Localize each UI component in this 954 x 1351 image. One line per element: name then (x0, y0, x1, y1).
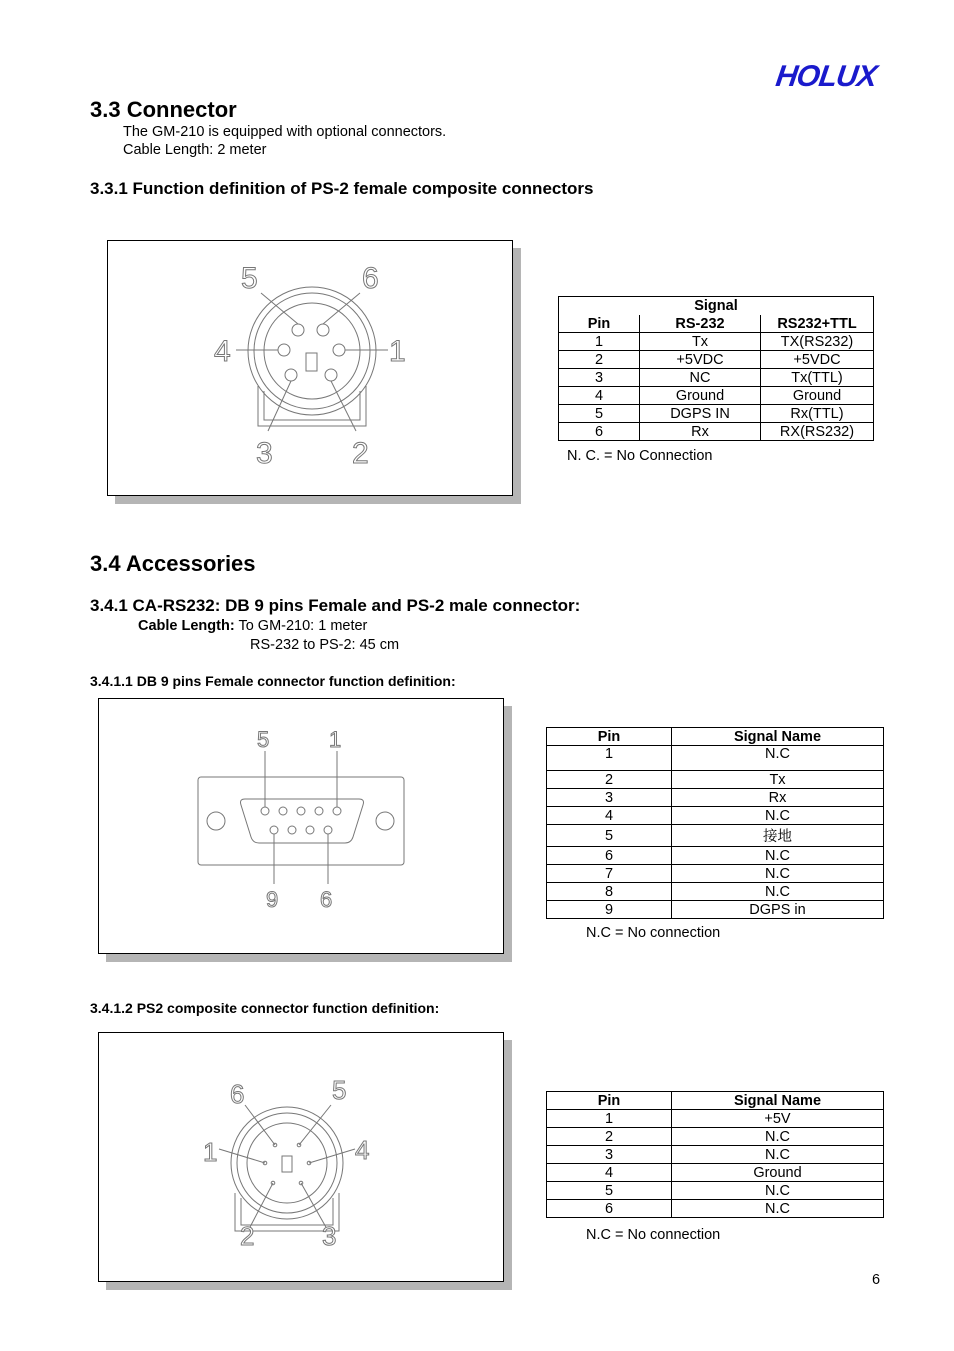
table-row (547, 1200, 884, 1218)
cell: Rx (672, 789, 884, 807)
table-row (559, 423, 874, 441)
table-row (547, 1182, 884, 1200)
pin-label-3: 3 (322, 1221, 337, 1251)
section-3-4-1-2-title: 3.4.1.2 PS2 composite connector function definition: (90, 1000, 440, 1016)
cable-length-text: Cable Length: 2 meter (123, 142, 267, 158)
table-note: N.C = No connection (586, 1227, 721, 1243)
cell: 8 (547, 883, 672, 901)
pin-label-6: 6 (362, 262, 379, 295)
table-row (559, 387, 874, 405)
pin-label-1: 1 (329, 727, 342, 752)
pin-label-5: 5 (332, 1075, 347, 1105)
cell: 2 (547, 771, 672, 789)
pin-label-3: 3 (256, 437, 273, 470)
cell: 6 (547, 847, 672, 865)
cell: Tx (672, 771, 884, 789)
cable-length-line2: RS-232 to PS-2: 45 cm (250, 637, 400, 653)
holux-logo: HOLUX (773, 60, 879, 93)
cell: N.C (672, 807, 884, 825)
col-signal-name: Signal Name (672, 728, 884, 746)
cell: 1 (559, 333, 640, 351)
cell: N.C (672, 746, 884, 771)
cell: Rx (640, 423, 761, 441)
table-row (547, 746, 884, 771)
ps2-composite-signal-table (546, 1091, 884, 1218)
pin-label-4: 4 (355, 1135, 370, 1165)
cell: RX(RS232) (761, 423, 874, 441)
cell: Ground (640, 387, 761, 405)
cell: N.C (672, 1200, 884, 1218)
cell: TX(RS232) (761, 333, 874, 351)
cell: 1 (547, 1110, 672, 1128)
table-row (547, 1164, 884, 1182)
table-row (547, 865, 884, 883)
col-signal-name: Signal Name (672, 1092, 884, 1110)
pin-label-2: 2 (352, 437, 369, 470)
cell: 7 (547, 865, 672, 883)
cell: 6 (547, 1200, 672, 1218)
col-pin: Pin (547, 728, 672, 746)
db9-female-connector-figure (98, 698, 504, 954)
table-row (559, 333, 874, 351)
section-3-3-title: 3.3 Connector (90, 97, 237, 122)
cell: NC (640, 369, 761, 387)
table-row (547, 1128, 884, 1146)
page-number: 6 (872, 1272, 881, 1288)
pin-label-5: 5 (257, 727, 270, 752)
table-row (559, 405, 874, 423)
cell: Tx(TTL) (761, 369, 874, 387)
cell: 3 (547, 1146, 672, 1164)
cell: 6 (559, 423, 640, 441)
pin-label-1: 1 (203, 1137, 218, 1167)
cell: N.C (672, 1128, 884, 1146)
cell: 5 (547, 825, 672, 847)
cell: DGPS in (672, 901, 884, 919)
db9-diagram (99, 699, 503, 953)
cell: 2 (547, 1128, 672, 1146)
ps2-signal-table (558, 296, 874, 441)
col-pin: Pin (559, 315, 640, 333)
cell: 9 (547, 901, 672, 919)
ps2-female-connector-figure (107, 240, 513, 496)
cell: N.C (672, 847, 884, 865)
cell: 4 (547, 807, 672, 825)
table-row (547, 883, 884, 901)
cell: N.C (672, 1182, 884, 1200)
cell: +5V (672, 1110, 884, 1128)
table-row (547, 825, 884, 847)
table-row (547, 901, 884, 919)
table-row (547, 1146, 884, 1164)
col-rs232-ttl: RS232+TTL (761, 315, 874, 333)
cell: +5VDC (640, 351, 761, 369)
cell: N.C (672, 1146, 884, 1164)
table-row (547, 771, 884, 789)
db9-signal-table (546, 727, 884, 919)
cell: Rx(TTL) (761, 405, 874, 423)
col-pin: Pin (547, 1092, 672, 1110)
cell: Tx (640, 333, 761, 351)
cell: 5 (559, 405, 640, 423)
cell: 3 (547, 789, 672, 807)
table-row (547, 807, 884, 825)
col-rs232: RS-232 (640, 315, 761, 333)
cell: 接地 (672, 825, 884, 847)
connector-description: The GM-210 is equipped with optional connectors. (123, 124, 447, 140)
cell: 1 (547, 746, 672, 771)
ps2-male-connector-figure (98, 1032, 504, 1282)
pin-label-4: 4 (214, 335, 231, 368)
pin-label-6: 6 (320, 887, 333, 912)
pin-label-9: 9 (266, 887, 279, 912)
pin-label-2: 2 (240, 1221, 255, 1251)
ps2-female-diagram (108, 241, 512, 495)
cell: 5 (547, 1182, 672, 1200)
cable-length-line1 (138, 617, 367, 635)
table-row (547, 789, 884, 807)
section-3-3-1-title: 3.3.1 Function definition of PS-2 female composite connectors (90, 179, 594, 198)
cell: 3 (559, 369, 640, 387)
cell: 4 (547, 1164, 672, 1182)
cell: Ground (761, 387, 874, 405)
cell: 2 (559, 351, 640, 369)
cell: DGPS IN (640, 405, 761, 423)
signal-group-header: Signal (559, 297, 874, 316)
ps2-male-diagram (99, 1033, 503, 1281)
cable-length-value1: To GM-210: 1 meter (238, 618, 368, 634)
pin-label-5: 5 (241, 262, 258, 295)
table-note: N.C = No connection (586, 925, 721, 941)
section-3-4-title: 3.4 Accessories (90, 551, 256, 576)
cell: N.C (672, 883, 884, 901)
section-3-4-1-title: 3.4.1 CA-RS232: DB 9 pins Female and PS-2 male connector: (90, 596, 581, 615)
cable-length-label: Cable Length: (138, 618, 235, 634)
cell: 4 (559, 387, 640, 405)
table-row (547, 847, 884, 865)
cell: Ground (672, 1164, 884, 1182)
pin-label-6: 6 (230, 1079, 245, 1109)
pin-label-1: 1 (389, 335, 406, 368)
table-row (547, 1110, 884, 1128)
cell: +5VDC (761, 351, 874, 369)
table-note: N. C. = No Connection (567, 448, 713, 464)
table-row (559, 369, 874, 387)
cell: N.C (672, 865, 884, 883)
table-row (559, 351, 874, 369)
section-3-4-1-1-title: 3.4.1.1 DB 9 pins Female connector function definition: (90, 673, 456, 689)
